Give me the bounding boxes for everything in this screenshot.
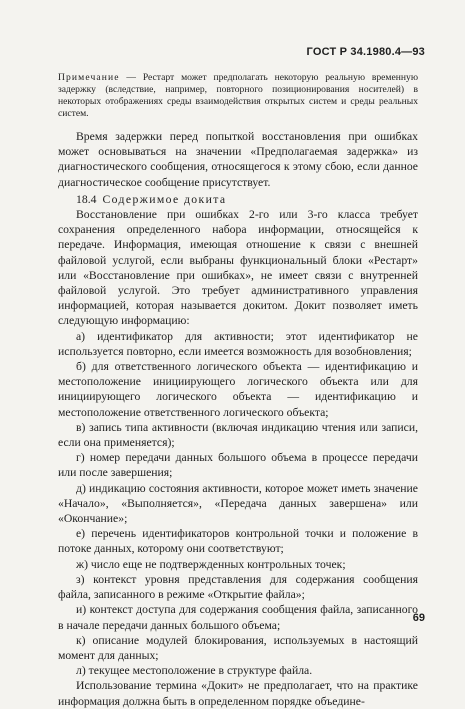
list-item-v: в) запись типа активности (включая индикацию чтения или записи, если она применяется); bbox=[58, 420, 418, 450]
section-number: 18.4 bbox=[76, 192, 97, 206]
paragraph-recovery: Восстановление при ошибках 2-го или 3-го класса требует сохранения определенного набора информации, относящейся к передаче. Информация, имеющая отношение к связи с внешней файловой услугой, если выбраны функциональный блоки «Рестарт» или «Восстановление при ошибках», не имеет связи с внутренней файловой услугой. Это требует административного управления информацией, которая называется докитом. Докит позволяет иметь следующую информацию: bbox=[58, 208, 418, 328]
note-text: — Рестарт может предполагать некоторую реальную временную задержку (вследствие, например, повторного позиционирования носителей) в некоторых отображениях среды взаимодействия открытых систем и среды реальных систем. bbox=[58, 72, 418, 119]
list-item-i: и) контекст доступа для содержания сообщения файла, записанного в начале передачи данных большого объема; bbox=[58, 603, 418, 632]
standard-header: ГОСТ Р 34.1980.4—93 bbox=[306, 46, 425, 58]
list-item-g: г) номер передачи данных большого объема в процессе передачи или после завершения; bbox=[58, 451, 418, 480]
list-item-a: а) идентификатор для активности; этот идентификатор не используется повторно, если имеется возможность для возобновления; bbox=[58, 329, 418, 358]
section-heading bbox=[58, 192, 418, 207]
list-item-zh: ж) число еще не подтвержденных контрольных точек; bbox=[76, 557, 346, 571]
note bbox=[58, 72, 418, 120]
list-item-b: б) для ответственного логического объекта — идентификацию и местоположение инициирующего логического объекта или для инициирующего логического объекта — идентификацию и местоположение ответственного логического объекта; bbox=[58, 360, 418, 419]
document-body bbox=[58, 72, 418, 709]
paragraph-delay: Время задержки перед попыткой восстановления при ошибках может основываться на значении «Предполагаемая задержка» из диагностического сообщения, относящегося к этому сбою, если данное диагностическое сообщение присутствует. bbox=[58, 130, 418, 189]
paragraph-docket-usage: Использование термина «Докит» не предполагает, что на практике информация должна быть в определенном порядке объедине- bbox=[58, 679, 418, 708]
list-item-d: д) индикацию состояния активности, которое может иметь значение «Начало», «Выполняется», «Передача данных завершена» или «Окончание»; bbox=[58, 481, 418, 526]
note-lead: Примечание bbox=[58, 72, 120, 83]
list-item-e: е) перечень идентификаторов контрольной точки и положение в потоке данных, которому они соответствуют; bbox=[58, 527, 418, 556]
section-title: Содержимое докита bbox=[102, 192, 227, 206]
list-item-l: л) текущее местоположение в структуре файла. bbox=[76, 664, 313, 678]
page-number: 69 bbox=[412, 612, 425, 624]
list-item-k: к) описание модулей блокирования, используемых в настоящий момент для данных; bbox=[58, 633, 418, 662]
list-item-z: з) контекст уровня представления для содержания сообщения файла, записанного в режиме «Открытие файла»; bbox=[58, 572, 418, 602]
